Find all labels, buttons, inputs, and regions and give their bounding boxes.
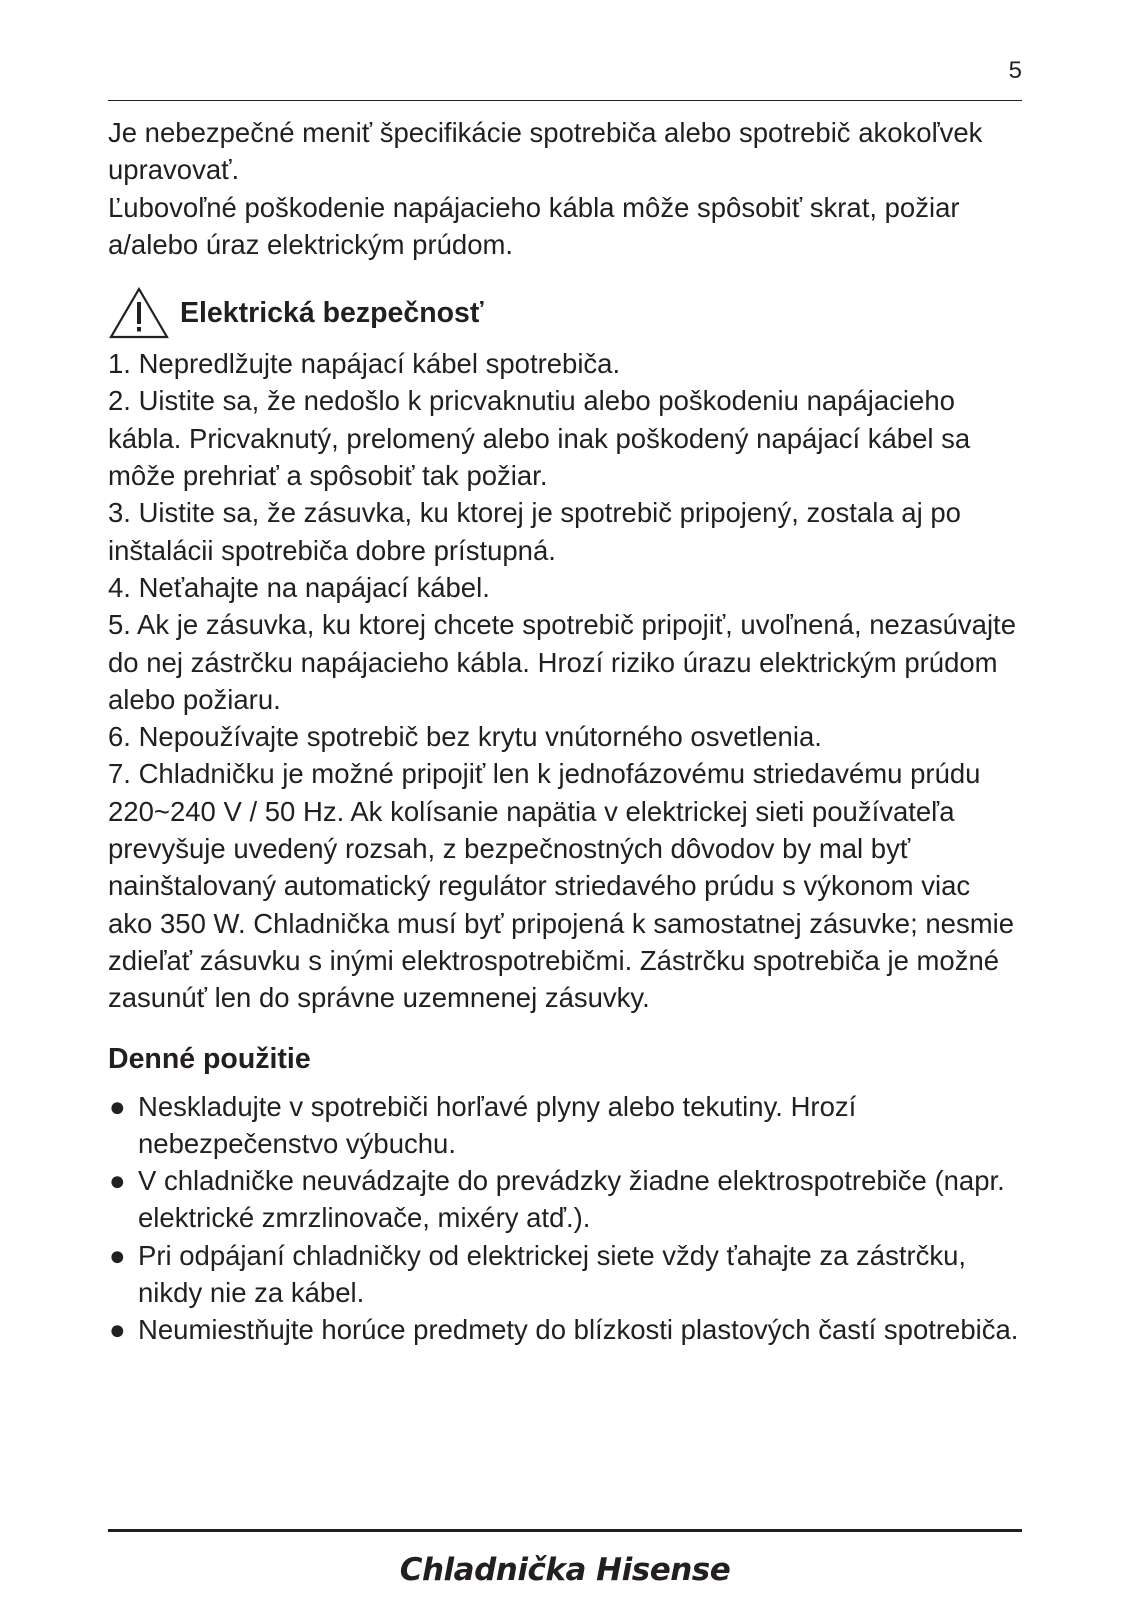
list-item: 4. Neťahajte na napájací kábel. [108,571,490,603]
list-item: 2. Uistite sa, že nedošlo k pricvaknutiu alebo poškodeniu napájacieho kábla. Pricvaknutý, prelomený alebo inak poškodený napájací kábel sa môže prehriať a spôsobiť tak požiar. [108,385,971,492]
bullet-text: Pri odpájaní chladničky od elektrickej siete vždy ťahajte za zástrčku, nikdy nie za kábel. [138,1239,967,1309]
electrical-safety-title: Elektrická bezpečnosť [180,296,484,329]
intro-paragraph: Ľubovoľné poškodenie napájacieho kábla môže spôsobiť skrat, požiar a/alebo úraz elektrickým prúdom. [108,191,960,260]
bullet-dot: ● [109,1165,126,1197]
electrical-safety-list [108,345,1022,1016]
list-item: 1. Nepredlžujte napájací kábel spotrebiča. [108,348,621,380]
bullet-item [108,1088,1022,1163]
bullet-item [108,1237,1022,1312]
header-divider [108,100,1022,101]
bullet-text: V chladničke neuvádzajte do prevádzky žiadne elektrospotrebiče (napr. elektrické zmrzlinovače, mixéry atď.). [138,1165,1005,1234]
bullet-dot: ● [109,1314,126,1346]
list-item: 6. Nepoužívajte spotrebič bez krytu vnútorného osvetlenia. [108,721,822,753]
list-item: 5. Ak je zásuvka, ku ktorej chcete spotrebič pripojiť, uvoľnená, nezasúvajte do nej zástrčku napájacieho kábla. Hrozí riziko úrazu elektrickým prúdom alebo požiaru. [108,609,1016,715]
list-item: 7. Chladničku je možné pripojiť len k jednofázovému striedavému prúdu 220~240 V / 50 Hz. Ak kolísanie napätia v elektrickej sieti používateľa prevyšuje uvedený rozsah, z bezpečnostných dôvodov by mal byť nainštalovaný automatický regulátor striedavého prúdu s výkonom viac ako 350 W. Chladnička musí byť pripojená k samostatnej zásuvke; nesmie zdieľať zásuvku s inými elektrospotrebičmi. Zástrčku spotrebiča je možné zasunúť len do správne uzemnenej zásuvky. [108,758,1015,1014]
bullet-item [108,1162,1022,1237]
bullet-text: Neumiestňujte horúce predmety do blízkosti plastových častí spotrebiča. [138,1314,1019,1346]
intro-paragraph: Je nebezpečné meniť špecifikácie spotrebiča alebo spotrebič akokoľvek upravovať. [108,117,983,186]
page-content [108,114,1022,1349]
daily-use-title: Denné použitie [108,1042,311,1075]
bullet-text: Neskladujte v spotrebiči horľavé plyny alebo tekutiny. Hrozí nebezpečenstvo výbuchu. [138,1090,857,1159]
electrical-safety-heading [108,285,1022,341]
daily-use-list [108,1088,1022,1349]
footer-divider [108,1529,1022,1532]
footer-brand: Chladnička Hisense [399,1552,731,1588]
list-item: 3. Uistite sa, že zásuvka, ku ktorej je spotrebič pripojený, zostala aj po inštalácii spotrebiča dobre prístupná. [108,497,961,566]
warning-triangle-icon [108,286,170,340]
page-number: 5 [1008,57,1022,84]
bullet-dot: ● [109,1090,126,1122]
bullet-item [108,1311,1022,1348]
bullet-dot: ● [109,1239,126,1271]
